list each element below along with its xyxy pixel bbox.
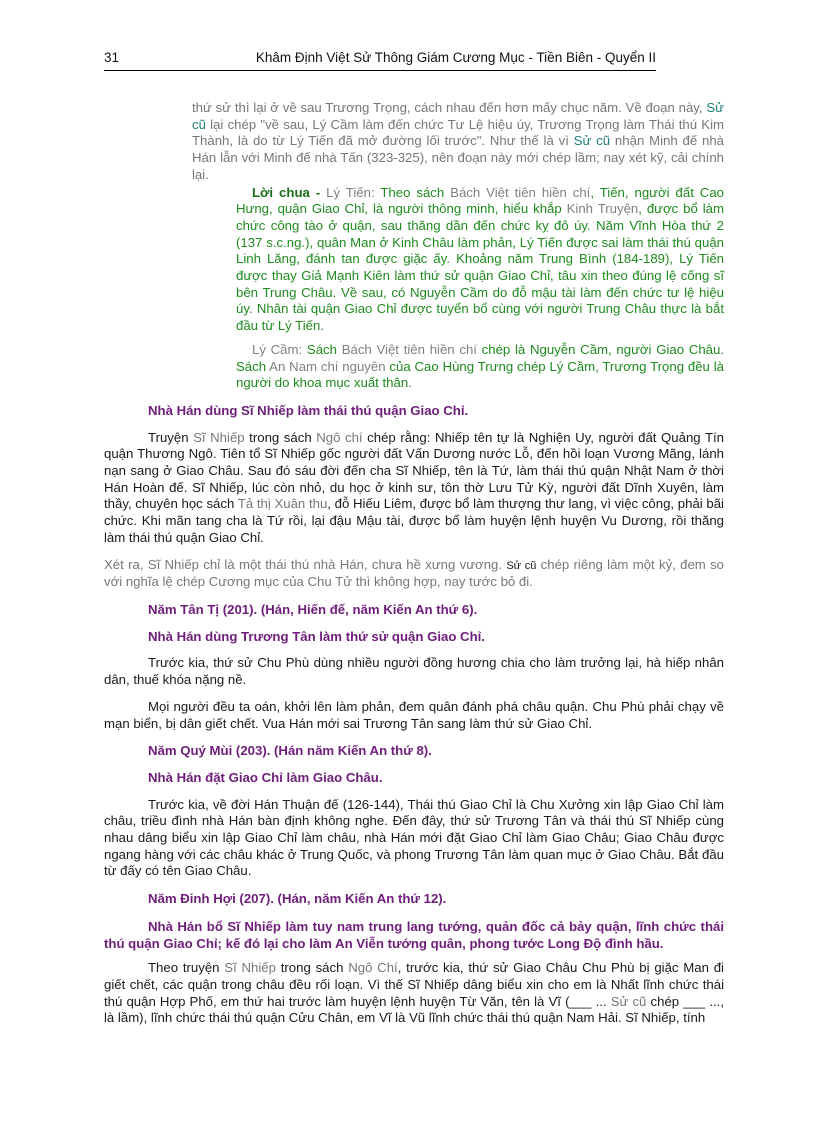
note-ly-tien: Lời chua - Lý Tiến: Theo sách Bách Việt tiên hiền chí, Tiến, người đất Cao Hưng, quận Giao Chỉ, là người thông minh, hiểu khắp Kinh Truyện, được bổ làm chức công tào ở quận, sau thăng dần đến chức kỵ đô úy. Năm Vĩnh Hòa thứ 2 (137 s.c.ng.), quân Man ở Kinh Châu làm phản, Lý Tiến được sai làm thái thú quận Linh Lăng, đánh tan được giặc ấy. Khoảng năm Trung Bình (184-189), Lý Tiến được thay Giả Mạnh Kiên làm thứ sử quận Giao Chỉ, tâu xin theo đúng lệ cống sĩ bên Trung Châu. Về sau, có Nguyễn Cầm do đỗ mậu tài làm đến chức tư lệ hiệu úy. Nhân tài quận Giao Chỉ được tuyển bổ cùng với người Trung Châu thực là bắt đầu từ Lý Tiến.: [236, 184, 724, 334]
body-paragraph: Theo truyện Sĩ Nhiếp trong sách Ngô Chí, trước kia, thứ sử Giao Châu Chu Phù bị giặc Man đi giết chết, các quận trong châu đều rối loạn. Vì thế Sĩ Nhiếp dâng biểu xin cho em là Nhất lĩnh chức thái thú quận Hợp Phố, em thứ hai trước làm huyện lệnh huyện Từ Văn, tên là Vĩ (___ ... Sử cũ chép ___ ..., là lầm), lĩnh chức thái thú quận Cửu Chân, em Vĩ là Vũ lĩnh chức thái thú quận Nam Hải. Sĩ Nhiếp, tính: [104, 960, 725, 1026]
year-heading: Năm Quý Mùi (203). (Hán năm Kiến An thứ 8).: [148, 743, 432, 759]
note-ly-cam: Lý Cầm: Sách Bách Việt tiên hiền chí chép là Nguyễn Cầm, người Giao Châu. Sách An Nam chí nguyên của Cao Hùng Trưng chép Lý Cầm, Trương Trọng đều là người do khoa mục xuất thân.: [236, 341, 725, 391]
body-paragraph: Mọi người đều ta oán, khởi lên làm phản, đem quân đánh phá châu quận. Chu Phù phải chạy về mạn biển, bị dân giết chết. Vua Hán mới sai Trương Tân sang làm thứ sử Giao Chỉ.: [104, 698, 724, 731]
header-rule: [104, 70, 656, 71]
running-title: Khâm Định Việt Sử Thông Giám Cương Mục - Tiền Biên - Quyển II: [255, 50, 656, 65]
section-heading: Nhà Hán dùng Sĩ Nhiếp làm thái thú quận Giao Chỉ.: [148, 402, 469, 418]
observation-paragraph: Xét ra, Sĩ Nhiếp chỉ là một thái thú nhà Hán, chưa hề xưng vương. Sử cũ chép riêng làm một kỷ, đem so với nghĩa lệ chép Cương mục của Chu Tử thì không hợp, nay tước bỏ đi.: [104, 556, 725, 590]
body-paragraph: Trước kia, về đời Hán Thuận đế (126-144), Thái thú Giao Chỉ là Chu Xưởng xin lập Giao Chỉ làm châu, triều đình nhà Hán bàn định không nghe. Đến đây, thứ sử Trương Tân và thái thú Sĩ Nhiếp cùng nhau dâng biểu xin lập Giao Chỉ làm châu, nhà Hán mới đặt Giao Chỉ làm Giao Châu; Giao Châu được ngang hàng với các châu khác ở Trung Quốc, và phong Trương Tân làm quan mục ở Giao Châu. Bắt đầu từ đấy có tên Giao Châu.: [104, 796, 724, 879]
section-heading: Nhà Hán bổ Sĩ Nhiếp làm tuy nam trung lang tướng, quản đốc cả bảy quận, lĩnh chức thái thú quận Giao Chỉ; kế đó lại cho làm An Viễn tướng quân, phong tước Long Độ đình hầu.: [104, 918, 724, 951]
page-number: 31: [104, 50, 120, 65]
body-paragraph: Trước kia, thứ sử Chu Phù dùng nhiều người đồng hương chia cho làm trưởng lại, hà hiếp nhân dân, thuế khóa nặng nề.: [104, 655, 724, 688]
body-paragraph: Truyện Sĩ Nhiếp trong sách Ngô chí chép rằng: Nhiếp tên tự là Nghiện Uy, người đất Quảng Tín quận Thương Ngô. Tiên tổ Sĩ Nhiếp gốc người đất Vấn Dương nước Lỗ, đến hồi loạn Vương Mãng, lánh nạn sang ở Giao Châu. Sau đó sáu đời đến cha Sĩ Nhiếp, tên là Tứ, làm thái thú quận Nhật Nam ở thời Hán Hoàn đế. Sĩ Nhiếp, lúc còn nhỏ, du học ở kinh sư, tôn thờ Lưu Tử Kỳ, người đất Dĩnh Xuyên, làm thầy, chuyên học sách Tả thị Xuân thu, đỗ Hiếu Liêm, được bổ làm thượng thư lang, vì việc công, phải bãi chức. Khi mãn tang cha là Tứ rồi, lại đậu Mậu tài, được bổ làm huyện lệnh huyện Vu Dương, rồi thăng làm thái thú quận Giao Chỉ.: [104, 429, 725, 545]
section-heading: Nhà Hán dùng Trương Tân làm thứ sử quận Giao Chỉ.: [148, 628, 485, 644]
year-heading: Năm Tân Tị (201). (Hán, Hiến đế, năm Kiến An thứ 6).: [148, 601, 478, 617]
year-heading: Năm Đinh Hợi (207). (Hán, năm Kiến An thứ 12).: [148, 891, 447, 907]
page-header: [104, 50, 656, 70]
intro-paragraph: thứ sử thì lại ở về sau Trương Trọng, cách nhau đến hơn mấy chục năm. Về đoạn này, Sử cũ lại chép "về sau, Lý Cầm làm đến chức Tư Lệ hiệu úy, Trương Trọng làm Thái thú Kim Thành, là do từ Lý Tiến đã mở đường lối trước". Như thế là vì Sử cũ nhận Minh đế nhà Hán lẫn với Minh đế nhà Tấn (323-325), nên đoạn này mới chép lầm; nay xét kỹ, cải chính lại.: [192, 100, 725, 182]
page-content: [104, 100, 724, 1027]
section-heading: Nhà Hán đặt Giao Chỉ làm Giao Châu.: [148, 769, 383, 785]
